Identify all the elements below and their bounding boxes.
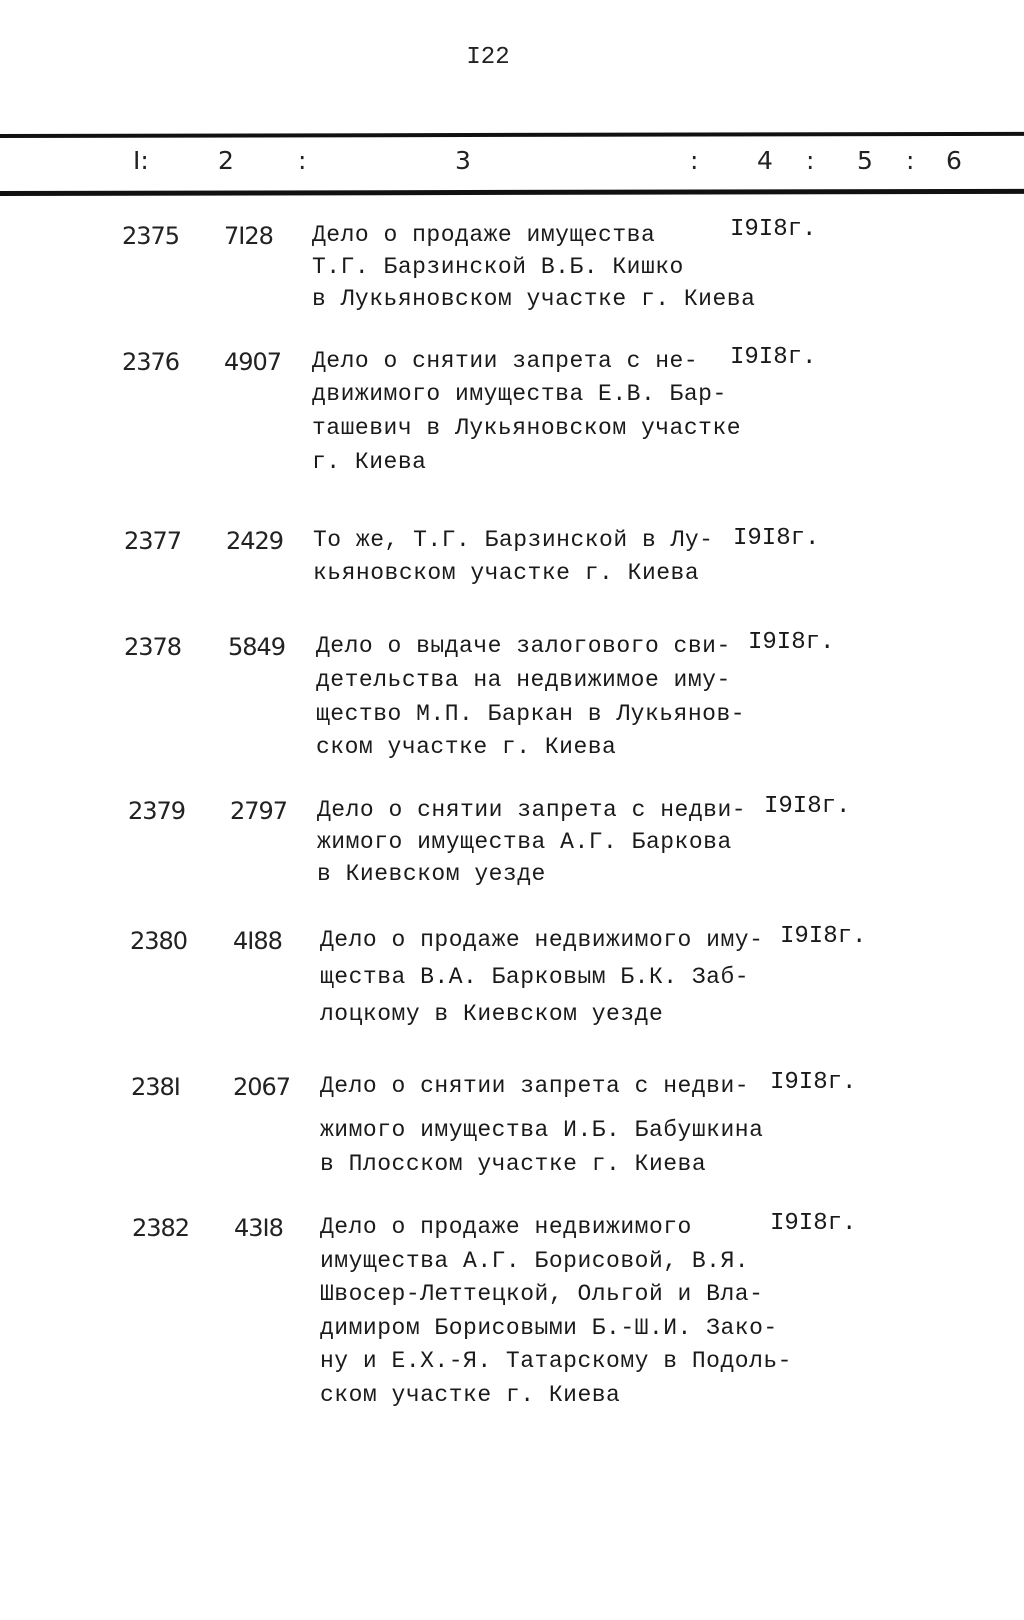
entry-year: I9I8г. bbox=[733, 525, 820, 552]
column-header-5: 5 bbox=[857, 146, 873, 175]
entry-text-line: ском участке г. Киева bbox=[316, 734, 617, 760]
column-header-3: 3 bbox=[455, 146, 471, 175]
entry-text-line: ташевич в Лукьяновском участке bbox=[312, 415, 742, 441]
column-header-1: I: bbox=[133, 146, 149, 175]
entry-text-line: ну и Е.Х.-Я. Татарскому в Подоль- bbox=[320, 1348, 792, 1374]
entry-year: I9I8г. bbox=[730, 344, 817, 371]
column-separator: : bbox=[806, 146, 815, 175]
entry-text-line: ском участке г. Киева bbox=[320, 1382, 621, 1408]
entry-year: I9I8г. bbox=[730, 216, 817, 243]
entry-text-line: кьяновском участке г. Киева bbox=[313, 560, 700, 586]
header-rule-bottom bbox=[0, 189, 1024, 196]
entry-code: 5849 bbox=[228, 633, 286, 661]
entry-code: 2067 bbox=[233, 1073, 291, 1101]
entry-text-line: движимого имущества Е.В. Бар- bbox=[312, 381, 727, 407]
entry-code: 7I28 bbox=[224, 222, 273, 250]
column-separator: : bbox=[298, 146, 307, 175]
entry-code: 43I8 bbox=[234, 1214, 283, 1242]
entry-text-line: жимого имущества А.Г. Баркова bbox=[317, 829, 732, 855]
entry-text-line: имущества А.Г. Борисовой, В.Я. bbox=[320, 1248, 750, 1274]
entry-text-line: детельства на недвижимое иму- bbox=[316, 667, 731, 693]
column-header-4: 4 bbox=[757, 146, 773, 175]
entry-number: 2375 bbox=[122, 222, 180, 250]
entry-text-line: Дело о продаже недвижимого иму- bbox=[320, 927, 764, 953]
column-separator: : bbox=[690, 146, 699, 175]
column-separator: : bbox=[906, 146, 915, 175]
entry-year: I9I8г. bbox=[748, 629, 835, 656]
entry-year: I9I8г. bbox=[770, 1210, 857, 1237]
entry-text-line: Т.Г. Барзинской В.Б. Кишко bbox=[312, 254, 684, 280]
entry-year: I9I8г. bbox=[764, 793, 851, 820]
entry-number: 2376 bbox=[122, 348, 180, 376]
entry-text-line: в Лукьяновском участке г. Киева bbox=[312, 286, 756, 312]
entry-number: 2377 bbox=[124, 527, 182, 555]
entry-text-line: Дело о выдаче залогового сви- bbox=[316, 633, 731, 659]
entry-text-line: щества В.А. Барковым Б.К. Заб- bbox=[320, 964, 750, 990]
entry-text-line: в Киевском уезде bbox=[317, 861, 546, 887]
header-rule-top bbox=[0, 132, 1024, 138]
entry-text-line: жимого имущества И.Б. Бабушкина bbox=[320, 1117, 764, 1143]
entry-text-line: Дело о продаже имущества bbox=[312, 222, 656, 248]
entry-number: 2382 bbox=[132, 1214, 190, 1242]
entry-text-line: Дело о продаже недвижимого bbox=[320, 1214, 692, 1240]
entry-number: 2380 bbox=[130, 927, 188, 955]
column-header-6: 6 bbox=[946, 146, 962, 175]
entry-text-line: Дело о снятии запрета с недви- bbox=[320, 1073, 750, 1099]
entry-number: 238I bbox=[131, 1073, 180, 1101]
entry-text-line: лоцкому в Киевском уезде bbox=[320, 1001, 664, 1027]
page-number: I22 bbox=[466, 44, 510, 71]
entry-text-line: в Плосском участке г. Киева bbox=[320, 1151, 707, 1177]
entry-text-line: щество М.П. Баркан в Лукьянов- bbox=[316, 701, 746, 727]
entry-text-line: Швосер-Леттецкой, Ольгой и Вла- bbox=[320, 1281, 764, 1307]
entry-code: 4I88 bbox=[233, 927, 282, 955]
column-header-2: 2 bbox=[218, 146, 234, 175]
entry-code: 2797 bbox=[230, 797, 288, 825]
entry-text-line: Дело о снятии запрета с не- bbox=[312, 348, 699, 374]
entry-year: I9I8г. bbox=[780, 923, 867, 950]
entry-number: 2379 bbox=[128, 797, 186, 825]
entry-number: 2378 bbox=[124, 633, 182, 661]
entry-text-line: г. Киева bbox=[312, 449, 427, 475]
entry-text-line: То же, Т.Г. Барзинской в Лу- bbox=[313, 527, 714, 553]
entry-text-line: Дело о снятии запрета с недви- bbox=[317, 797, 747, 823]
entry-code: 2429 bbox=[226, 527, 284, 555]
entry-text-line: димиром Борисовыми Б.-Ш.И. Зако- bbox=[320, 1315, 778, 1341]
entry-code: 4907 bbox=[224, 348, 282, 376]
entry-year: I9I8г. bbox=[770, 1069, 857, 1096]
